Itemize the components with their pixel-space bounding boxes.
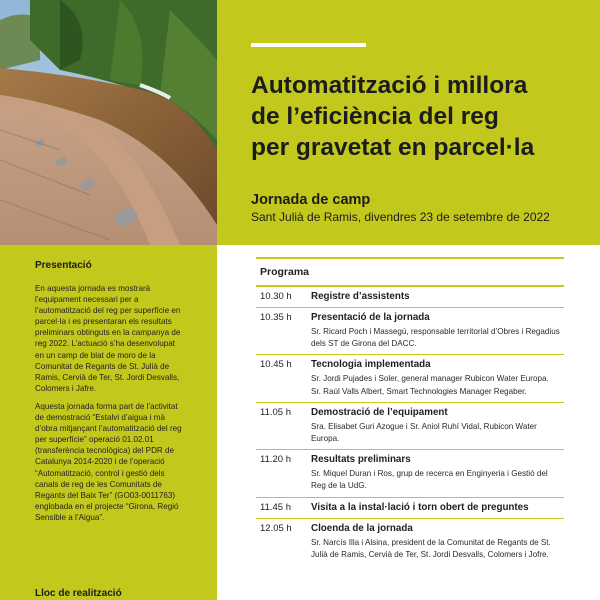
presentation-paragraph: Aquesta jornada forma part de l’activitat de demostració “Estalvi d’aigua i mà d’obra mitjançant l’automatització del reg per superfície” operació 01.02.01 (transferència tecnològica) del PDR de Catalunya 2014-2020 i de l’operació “Automatització, control i gestió dels canals de reg de les Comunitats de Regants del Baix Ter” (GO03-0011763) englobada en el projecte “Girona, Regió Sensible a l’Aigua”. (35, 401, 182, 522)
programme-heading: Programa (256, 257, 564, 287)
location-heading: Lloc de realització (35, 588, 122, 599)
programme-row (256, 498, 564, 519)
hero-photo (0, 0, 217, 245)
presentation-paragraph: En aquesta jornada es mostrarà l’equipament necessari per a l’automatització del reg per superfície en parcel·la i es presentaran els resultats preliminars obtinguts en la campanya de reg 2022. L’actuació s’ha desenvolupat en un camp de blat de moro de la Comunitat de Regants de St. Julià de Ramis, Cervià de Ter, St. Jordi Desvalls, Colomers i Jafre. (35, 284, 181, 393)
title-rule (251, 43, 366, 47)
programme-row (256, 450, 564, 497)
title-line: de l’eficiència del reg (251, 103, 499, 130)
row-title: Registre d’assistents (311, 291, 410, 302)
row-time: 10.35 h (260, 312, 292, 323)
row-description: Sra. Elisabet Guri Azogue i Sr. Aniol Ruhí Vidal, Rubicon Water Europa. (311, 421, 537, 444)
presentation-heading: Presentació (35, 260, 92, 271)
programme-row (256, 519, 564, 565)
row-title: Visita a la instal·lació i torn obert de preguntes (311, 501, 529, 513)
programme-row (256, 403, 564, 450)
presentation-sidebar (0, 245, 217, 600)
programme-table (256, 257, 564, 565)
row-time: 10.45 h (260, 359, 292, 371)
row-time: 11.45 h (260, 501, 291, 513)
row-title: Demostració de l’equipament (311, 406, 448, 418)
row-description: Sr. Narcís Illa i Alsina, president de la Comunitat de Regants de St. Julià de Ramis, Cervià de Ter, St. Jordi Desvalls, Colomers i Jofre. (311, 537, 551, 559)
event-date: Sant Julià de Ramis, divendres 23 de setembre de 2022 (251, 210, 550, 224)
event-subtitle: Jornada de camp (251, 192, 371, 208)
programme-row (256, 355, 564, 402)
programme-row (256, 308, 564, 355)
hero-banner (217, 0, 600, 245)
row-time: 12.05 h (260, 522, 292, 534)
row-time: 11.05 h (260, 406, 291, 418)
programme-row (256, 287, 564, 308)
row-description: Sr. Jordi Pujades i Soler, general manager Rubicon Water Europa. (311, 374, 549, 384)
row-title: Cloenda de la jornada (311, 522, 413, 534)
row-time: 11.20 h (260, 454, 291, 466)
row-time: 10.30 h (260, 291, 292, 302)
row-description: Sr. Raúl Valls Albert, Smart Technologies Manager Regaber. (311, 386, 527, 396)
title-line: Automatització i millora (251, 72, 528, 99)
title-line: per gravetat en parcel·la (251, 134, 535, 161)
row-title: Presentació de la jornada (311, 312, 430, 323)
row-title: Resultats preliminars (311, 454, 411, 466)
row-title: Tecnologia implementada (311, 359, 431, 371)
row-description: Sr. Ricard Poch i Massegú, responsable territorial d’Obres i Regadius dels ST de Girona del DACC. (311, 327, 560, 349)
row-description: Sr. Miquel Duran i Ros, grup de recerca en Enginyeria i Gestió del Reg de la UdG. (311, 469, 548, 491)
page-title (251, 70, 591, 163)
